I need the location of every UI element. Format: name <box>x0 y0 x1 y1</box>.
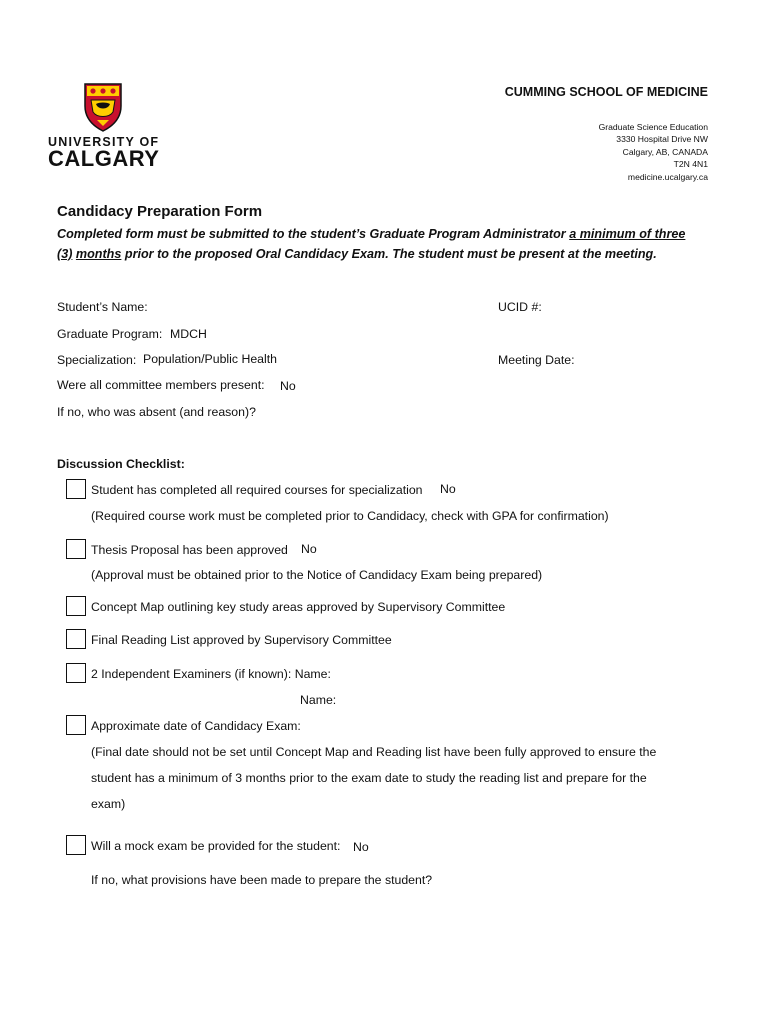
exam-date-note-line1: (Final date should not be set until Concept Map and Reading list have been fully approved to ensure the <box>91 745 657 759</box>
courses-checkbox[interactable] <box>66 479 86 499</box>
student-name-field[interactable] <box>160 297 484 313</box>
provisions-field[interactable] <box>452 870 706 886</box>
meeting-date-field[interactable] <box>585 350 709 366</box>
mock-exam-label: Will a mock exam be provided for the student: <box>91 839 341 853</box>
examiners-label: 2 Independent Examiners (if known): Name: <box>91 667 331 681</box>
graduate-program-label: Graduate Program: <box>57 327 163 341</box>
mock-exam-checkbox[interactable] <box>66 835 86 855</box>
courses-note: (Required course work must be completed prior to Candidacy, check with GPA for confirmation) <box>91 509 609 523</box>
committee-present-value[interactable]: No <box>280 379 296 393</box>
exam-date-note-line2: student has a minimum of 3 months prior to the exam date to study the reading list and prepare for the <box>91 771 647 785</box>
crest-icon <box>83 82 123 132</box>
absent-members-label: If no, who was absent (and reason)? <box>57 405 256 419</box>
address-line: Calgary, AB, CANADA <box>622 146 708 157</box>
courses-value[interactable]: No <box>440 482 456 496</box>
graduate-program-value[interactable]: MDCH <box>170 327 207 341</box>
exam-date-note-line3: exam) <box>91 797 126 811</box>
reading-list-label: Final Reading List approved by Supervisory Committee <box>91 633 392 647</box>
specialization-label: Specialization: <box>57 353 137 367</box>
student-name-label: Student’s Name: <box>57 300 148 314</box>
address-line: T2N 4N1 <box>673 159 708 170</box>
school-address <box>599 121 708 183</box>
thesis-label: Thesis Proposal has been approved <box>91 543 288 557</box>
university-name-line2: CALGARY <box>48 146 160 171</box>
committee-present-label: Were all committee members present: <box>57 378 265 392</box>
address-line: Graduate Science Education <box>598 122 708 132</box>
thesis-value[interactable]: No <box>301 542 317 556</box>
address-website: medicine.ucalgary.ca <box>627 171 708 182</box>
exam-date-checkbox[interactable] <box>66 715 86 735</box>
school-name: CUMMING SCHOOL OF MEDICINE <box>504 85 708 99</box>
checklist-heading: Discussion Checklist: <box>57 457 185 471</box>
examiner2-name-field[interactable] <box>342 690 706 706</box>
form-title: Candidacy Preparation Form <box>57 203 263 220</box>
university-logo <box>48 82 163 172</box>
provisions-label: If no, what provisions have been made to prepare the student? <box>91 873 433 887</box>
examiner2-name-label: Name: <box>300 693 337 707</box>
ucid-field[interactable] <box>548 297 712 313</box>
absent-members-field[interactable] <box>268 402 712 418</box>
ucid-label: UCID #: <box>498 300 542 314</box>
thesis-note: (Approval must be obtained prior to the Notice of Candidacy Exam being prepared) <box>91 568 543 582</box>
university-name-line1: UNIVERSITY OF <box>48 135 160 149</box>
thesis-checkbox[interactable] <box>66 539 86 559</box>
reading-list-checkbox[interactable] <box>66 629 86 649</box>
examiner1-name-field[interactable] <box>372 664 706 680</box>
specialization-value[interactable]: Population/Public Health <box>143 352 277 366</box>
exam-date-field[interactable] <box>312 716 706 732</box>
submission-notice: Completed form must be submitted to the student’s Graduate Program Administrator a minimum of three (3) months prior to the proposed Oral Candidacy Exam. The student must be present at the meeting. <box>57 227 686 261</box>
concept-map-label: Concept Map outlining key study areas approved by Supervisory Committee <box>91 600 506 614</box>
examiners-checkbox[interactable] <box>66 663 86 683</box>
mock-exam-value[interactable]: No <box>353 840 369 854</box>
exam-date-label: Approximate date of Candidacy Exam: <box>91 719 301 733</box>
courses-label: Student has completed all required courses for specialization <box>91 483 423 497</box>
concept-map-checkbox[interactable] <box>66 596 86 616</box>
meeting-date-label: Meeting Date: <box>498 353 575 367</box>
address-line: 3330 Hospital Drive NW <box>616 134 708 145</box>
